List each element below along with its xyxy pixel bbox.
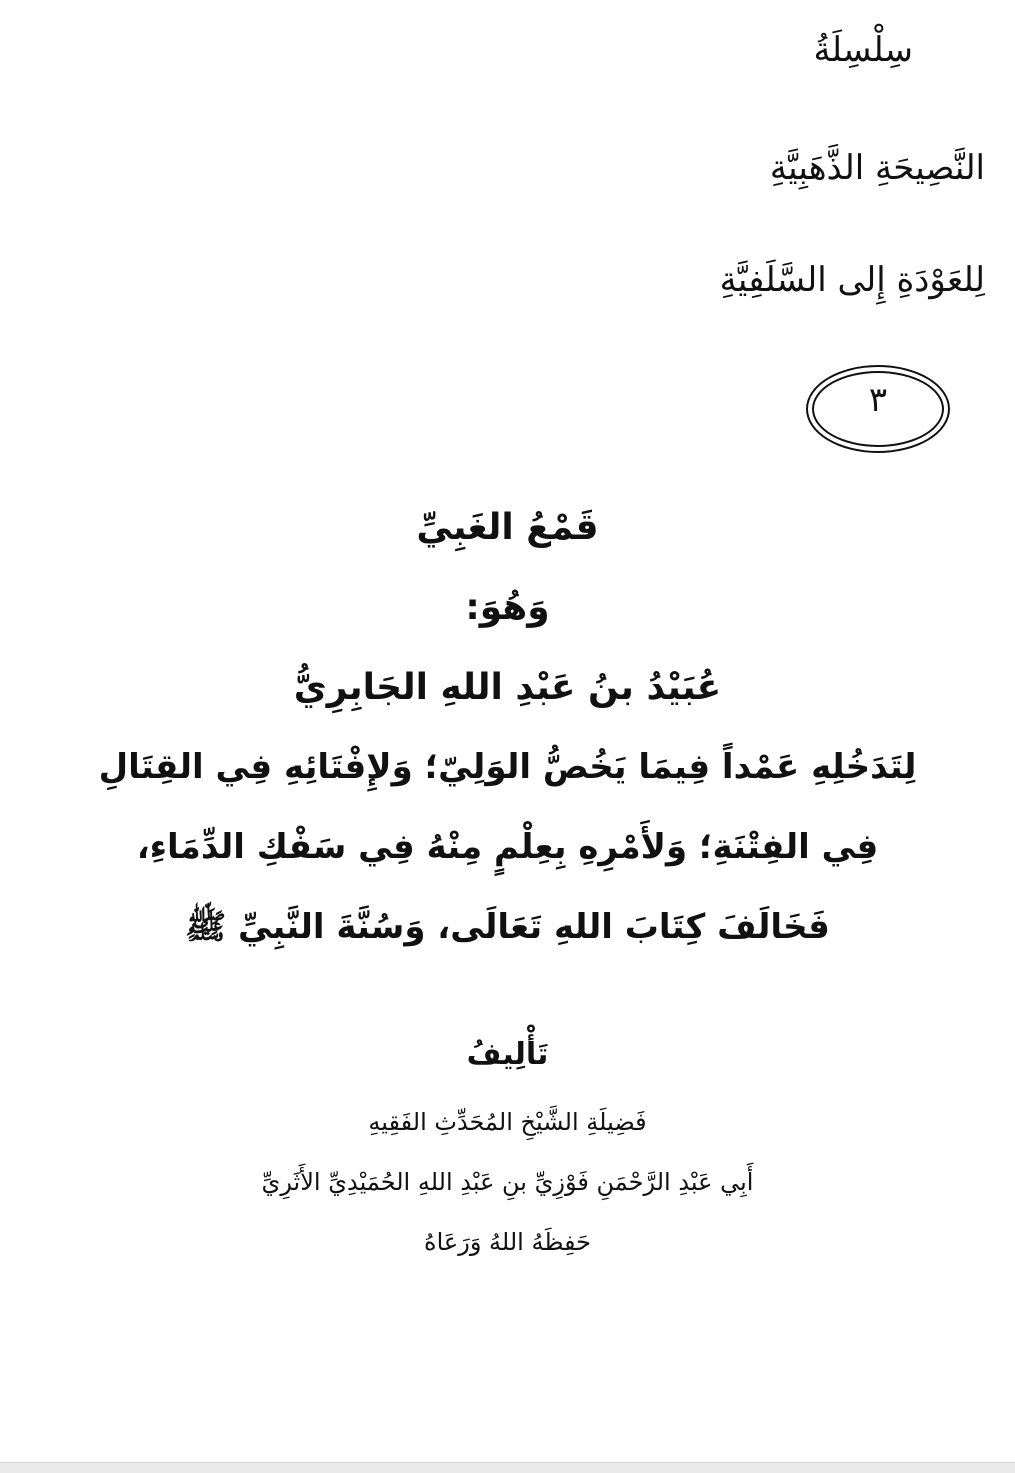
book-title-line-2: وَهُوَ: (465, 587, 550, 628)
series-number-badge (806, 365, 950, 453)
series-title-line-1: سِلْسِلَةُ (813, 30, 913, 70)
series-title-line-2: النَّصِيحَةِ الذَّهَبِيَّةِ (769, 148, 985, 188)
book-title-line-1: قَمْعُ الغَبِيِّ (416, 507, 599, 548)
series-title-line-3: لِلعَوْدَةِ إِلى السَّلَفِيَّةِ (719, 260, 985, 300)
series-number: ٣ (868, 380, 888, 420)
book-title-line-6: فَخَالَفَ كِتَابَ اللهِ تَعَالَى، وَسُنَّةَ النَّبِيِّ ﷺ (185, 907, 830, 947)
bottom-edge (0, 1462, 1015, 1473)
author-heading: تَأْلِيفُ (466, 1037, 549, 1072)
book-title-line-4: لِتَدَخُلِهِ عَمْداً فِيمَا يَخُصُّ الوَلِيّ؛ وَلإِفْتَائِهِ فِي القِتَالِ (98, 747, 917, 787)
author-honorific: فَضِيلَةِ الشَّيْخِ المُحَدِّثِ الفَقِيهِ (368, 1108, 647, 1136)
author-blessing: حَفِظَهُ اللهُ وَرَعَاهُ (424, 1228, 591, 1256)
book-title-line-3: عُبَيْدُ بنُ عَبْدِ اللهِ الجَابِرِيُّ (293, 667, 722, 708)
author-name: أَبِي عَبْدِ الرَّحْمَنِ فَوْزِيِّ بنِ عَبْدِ اللهِ الحُمَيْدِيِّ الأَثَرِيِّ (261, 1168, 754, 1196)
book-title-line-5: فِي الفِتْنَةِ؛ وَلأَمْرِهِ بِعِلْمٍ مِنْهُ فِي سَفْكِ الدِّمَاءِ، (136, 827, 879, 867)
